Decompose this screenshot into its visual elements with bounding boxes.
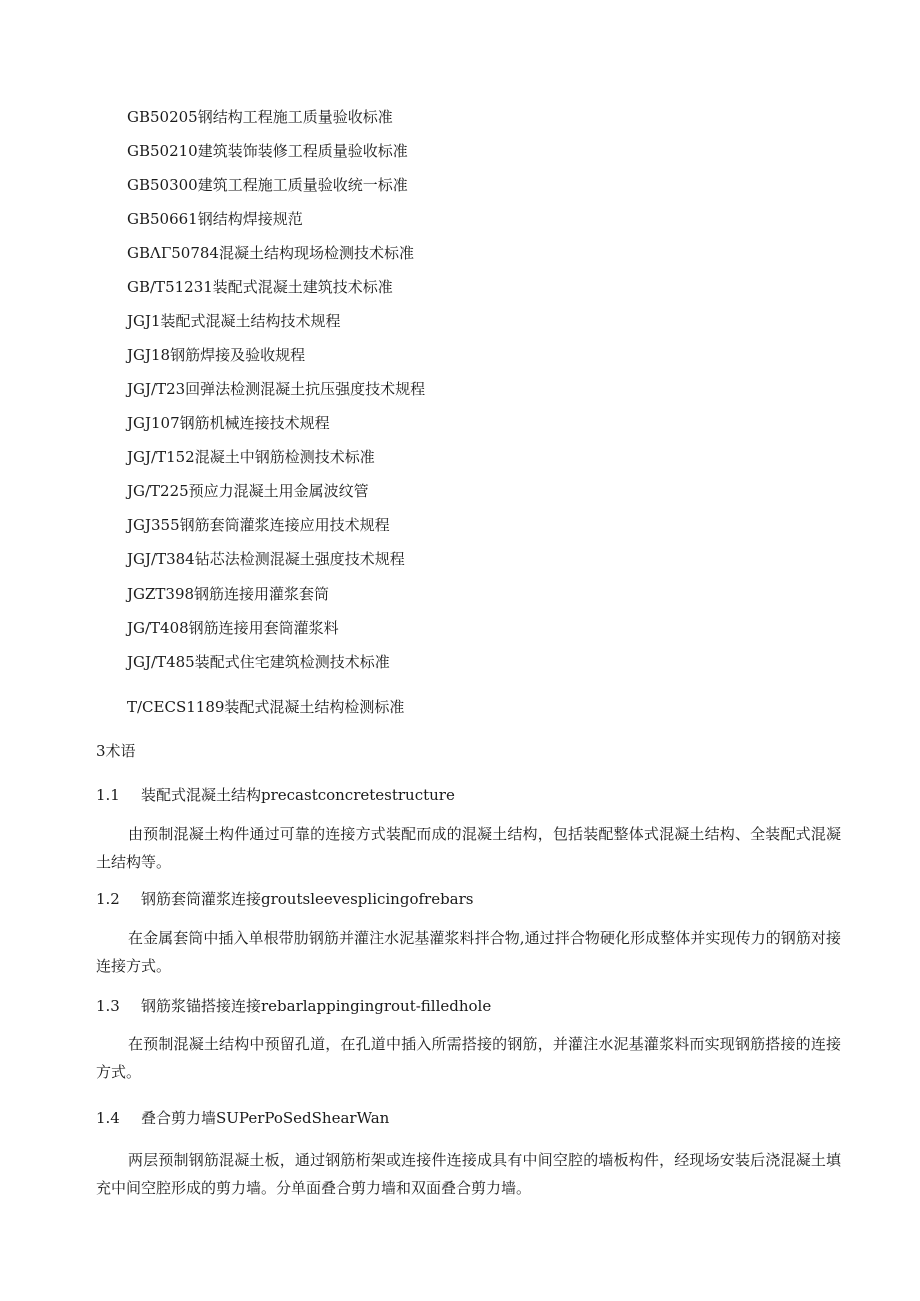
term-number: 1.2 bbox=[96, 890, 120, 908]
term-definition: 由预制混凝土构件通过可靠的连接方式装配而成的混凝土结构，包括装配整体式混凝土结构、全装配式混凝土结构等。 bbox=[96, 825, 841, 871]
term-heading bbox=[96, 785, 455, 805]
term-definition: 在金属套筒中插入单根带肋钢筋并灌注水泥基灌浆料拌合物,通过拌合物硬化形成整体并实现传力的钢筋对接连接方式。 bbox=[96, 929, 841, 975]
section-heading: 3术语 bbox=[96, 742, 136, 760]
reference-item: JGJ1装配式混凝土结构技术规程 bbox=[127, 312, 341, 330]
reference-item: JGJ/T23回弹法检测混凝土抗压强度技术规程 bbox=[127, 380, 426, 398]
reference-item: JG/T225预应力混凝土用金属波纹管 bbox=[127, 482, 369, 500]
reference-item: GB50661钢结构焊接规范 bbox=[127, 210, 303, 228]
term-heading bbox=[96, 1108, 389, 1128]
term-heading bbox=[96, 996, 491, 1016]
term-definition: 在预制混凝土结构中预留孔道，在孔道中插入所需搭接的钢筋，并灌注水泥基灌浆料而实现钢筋搭接的连接方式。 bbox=[96, 1035, 841, 1081]
reference-item: JGJ/T485装配式住宅建筑检测技术标准 bbox=[127, 653, 390, 671]
reference-item: JGJ107钢筋机械连接技术规程 bbox=[127, 414, 330, 432]
reference-item: JG/T408钢筋连接用套筒灌浆料 bbox=[127, 619, 339, 637]
reference-item: GB50210建筑装饰装修工程质量验收标准 bbox=[127, 142, 408, 160]
reference-item: T/CECS1189装配式混凝土结构检测标准 bbox=[127, 698, 405, 716]
term-title: 装配式混凝土结构precastconcretestructure bbox=[141, 786, 455, 804]
reference-item: GBΛΓ50784混凝土结构现场检测技术标准 bbox=[127, 244, 414, 262]
reference-item: JGZT398钢筋连接用灌浆套筒 bbox=[127, 585, 330, 603]
reference-item: JGJ355钢筋套筒灌浆连接应用技术规程 bbox=[127, 516, 390, 534]
reference-item: JGJ18钢筋焊接及验收规程 bbox=[127, 346, 306, 364]
term-definition: 两层预制钢筋混凝土板，通过钢筋桁架或连接件连接成具有中间空腔的墙板构件，经现场安装后浇混凝土填充中间空腔形成的剪力墙。分单面叠合剪力墙和双面叠合剪力墙。 bbox=[96, 1151, 841, 1197]
term-title: 叠合剪力墙SUPerPoSedShearWan bbox=[141, 1109, 390, 1127]
term-number: 1.1 bbox=[96, 786, 120, 804]
term-number: 1.3 bbox=[96, 997, 120, 1015]
term-number: 1.4 bbox=[96, 1109, 120, 1127]
term-title: 钢筋套筒灌浆连接groutsleevesplicingofrebars bbox=[141, 890, 474, 908]
reference-item: JGJ/T152混凝土中钢筋检测技术标准 bbox=[127, 448, 375, 466]
reference-item: GB/T51231装配式混凝土建筑技术标准 bbox=[127, 278, 393, 296]
reference-item: JGJ/T384钻芯法检测混凝土强度技术规程 bbox=[127, 550, 405, 568]
term-heading bbox=[96, 889, 474, 909]
reference-item: GB50300建筑工程施工质量验收统一标准 bbox=[127, 176, 408, 194]
term-title: 钢筋浆锚搭接连接rebarlappingingrout-filledhole bbox=[141, 997, 492, 1015]
reference-item: GB50205钢结构工程施工质量验收标准 bbox=[127, 108, 393, 126]
